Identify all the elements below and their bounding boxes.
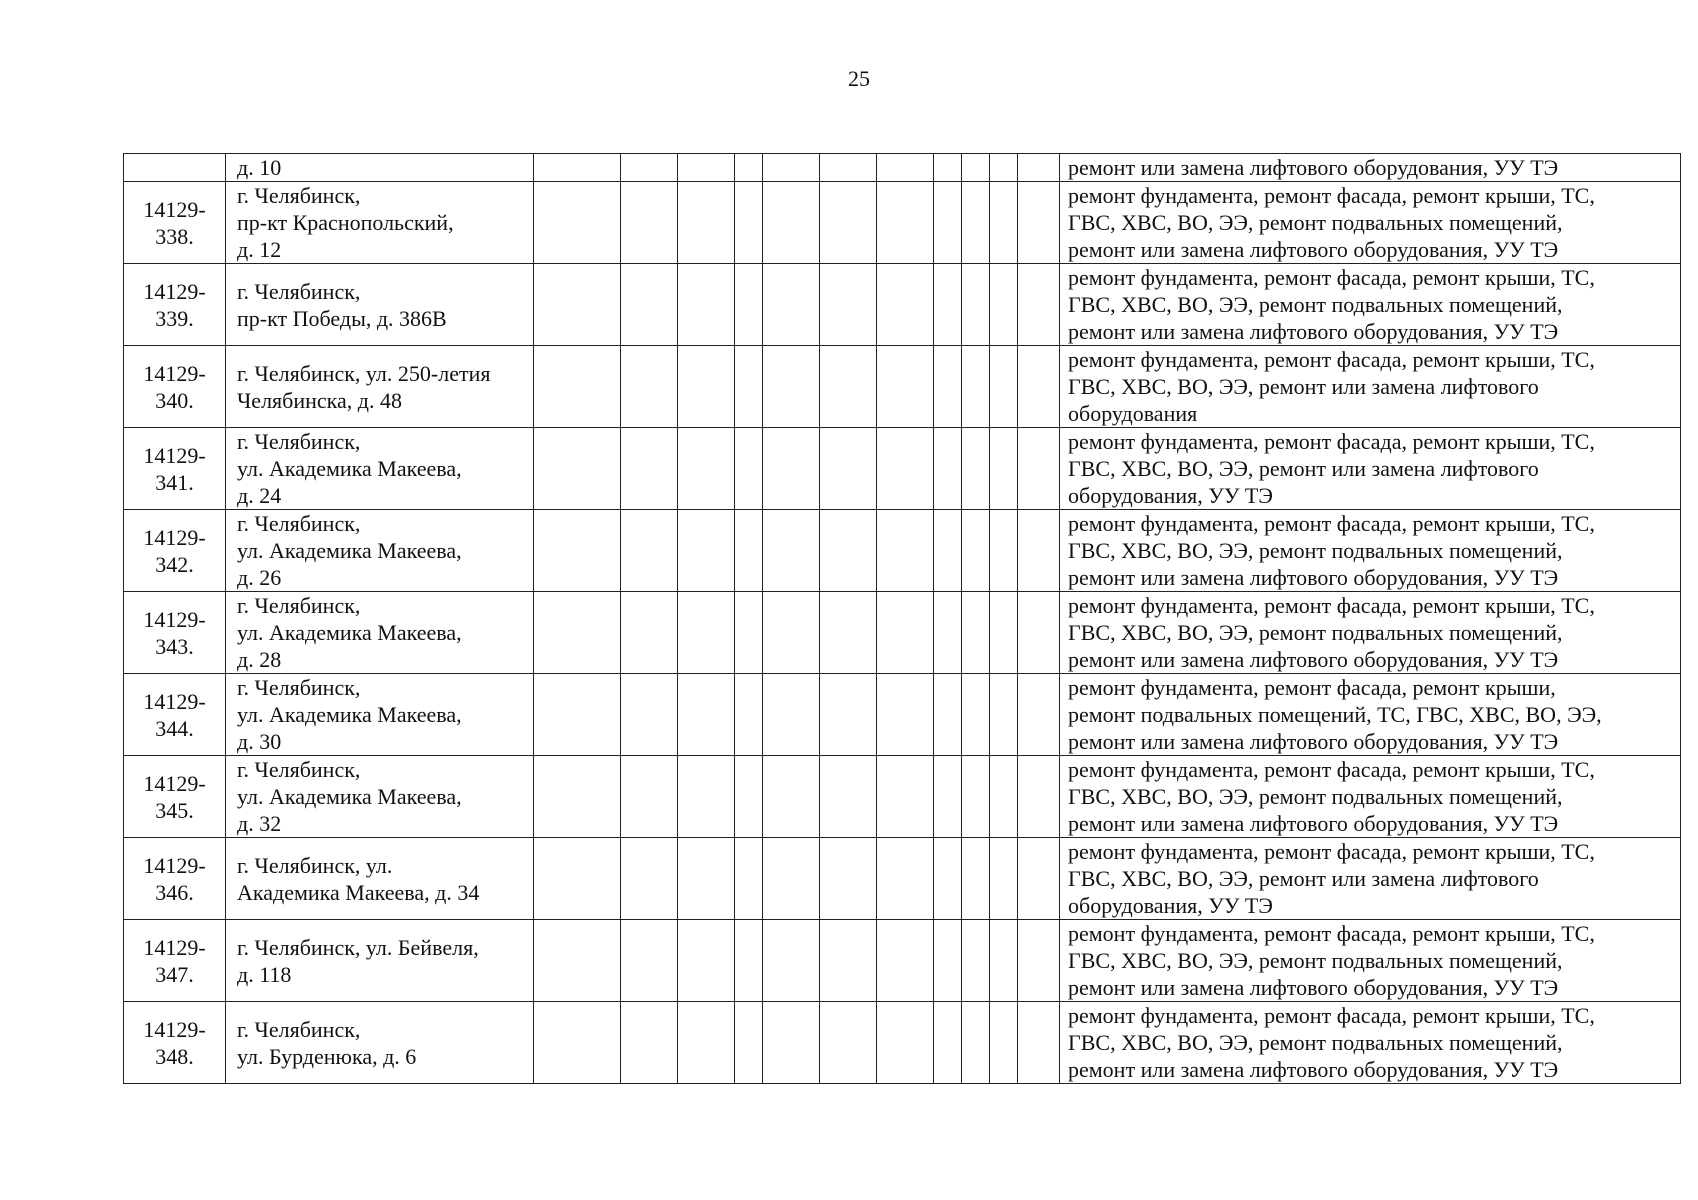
row-number-line: 14129- xyxy=(143,524,206,550)
address-line: г. Челябинск, xyxy=(237,429,361,454)
empty-cell xyxy=(763,346,820,428)
address-line: ул. Академика Макеева, xyxy=(237,620,462,645)
address-cell xyxy=(226,1002,534,1084)
empty-cell xyxy=(763,264,820,346)
empty-cell xyxy=(962,1002,990,1084)
row-number-cell xyxy=(124,154,226,182)
empty-cell xyxy=(678,182,735,264)
row-number-line: 14129- xyxy=(143,196,206,222)
empty-cell xyxy=(990,346,1018,428)
row-number-line: 345. xyxy=(155,797,194,823)
works-line: ремонт фундамента, ремонт фасада, ремонт крыши, ТС, xyxy=(1068,429,1595,454)
empty-cell xyxy=(763,510,820,592)
row-number-line: 344. xyxy=(155,715,194,741)
empty-cell xyxy=(990,510,1018,592)
row-number-cell xyxy=(124,674,226,756)
address-line: д. 26 xyxy=(237,565,282,590)
empty-cell xyxy=(735,428,763,510)
address-line: пр-кт Краснопольский, xyxy=(237,210,454,235)
empty-cell xyxy=(1018,756,1060,838)
empty-cell xyxy=(735,346,763,428)
works-line: ГВС, ХВС, ВО, ЭЭ, ремонт подвальных помещений, xyxy=(1068,210,1563,235)
works-line: ремонт подвальных помещений, ТС, ГВС, ХВС, ВО, ЭЭ, xyxy=(1068,702,1602,727)
page-number: 25 xyxy=(848,66,870,91)
address-cell xyxy=(226,182,534,264)
empty-cell xyxy=(534,838,621,920)
row-number-cell xyxy=(124,920,226,1002)
works-line: ремонт или замена лифтового оборудования, УУ ТЭ xyxy=(1068,565,1559,590)
row-number-line: 14129- xyxy=(143,442,206,468)
empty-cell xyxy=(534,756,621,838)
works-line: ремонт или замена лифтового оборудования, УУ ТЭ xyxy=(1068,1057,1559,1082)
works-line: ГВС, ХВС, ВО, ЭЭ, ремонт или замена лифтового xyxy=(1068,374,1539,399)
empty-cell xyxy=(877,674,934,756)
empty-cell xyxy=(534,674,621,756)
empty-cell xyxy=(763,592,820,674)
empty-cell xyxy=(621,920,678,1002)
address-cell xyxy=(226,756,534,838)
empty-cell xyxy=(534,1002,621,1084)
empty-cell xyxy=(962,510,990,592)
empty-cell xyxy=(934,510,962,592)
address-line: д. 10 xyxy=(237,155,282,180)
table-body xyxy=(124,154,1681,1084)
empty-cell xyxy=(1018,510,1060,592)
works-cell xyxy=(1060,592,1681,674)
table-row xyxy=(124,1002,1681,1084)
address-cell xyxy=(226,920,534,1002)
row-number-cell xyxy=(124,182,226,264)
works-line: ГВС, ХВС, ВО, ЭЭ, ремонт подвальных помещений, xyxy=(1068,620,1563,645)
empty-cell xyxy=(763,428,820,510)
address-cell xyxy=(226,154,534,182)
empty-cell xyxy=(990,592,1018,674)
empty-cell xyxy=(877,346,934,428)
row-number-cell xyxy=(124,592,226,674)
empty-cell xyxy=(735,510,763,592)
empty-cell xyxy=(678,510,735,592)
row-number-line: 348. xyxy=(155,1043,194,1069)
address-line: д. 30 xyxy=(237,729,282,754)
empty-cell xyxy=(735,674,763,756)
address-line: д. 12 xyxy=(237,237,282,262)
address-line: г. Челябинск, ул. xyxy=(237,852,393,878)
table-row xyxy=(124,154,1681,182)
empty-cell xyxy=(934,920,962,1002)
empty-cell xyxy=(621,1002,678,1084)
row-number-line: 342. xyxy=(155,551,194,577)
empty-cell xyxy=(990,428,1018,510)
row-number-line: 346. xyxy=(155,879,194,905)
table-row xyxy=(124,182,1681,264)
address-line: пр-кт Победы, д. 386В xyxy=(237,305,447,331)
empty-cell xyxy=(962,838,990,920)
empty-cell xyxy=(678,1002,735,1084)
row-number-line: 340. xyxy=(155,387,194,413)
empty-cell xyxy=(820,154,877,182)
works-line: оборудования, УУ ТЭ xyxy=(1068,483,1273,508)
empty-cell xyxy=(621,264,678,346)
empty-cell xyxy=(735,756,763,838)
works-line: ГВС, ХВС, ВО, ЭЭ, ремонт подвальных помещений, xyxy=(1068,292,1563,317)
table-row xyxy=(124,346,1681,428)
empty-cell xyxy=(1018,1002,1060,1084)
table-row xyxy=(124,674,1681,756)
empty-cell xyxy=(735,264,763,346)
address-line: г. Челябинск, xyxy=(237,675,361,700)
address-cell xyxy=(226,674,534,756)
empty-cell xyxy=(763,920,820,1002)
empty-cell xyxy=(678,674,735,756)
works-cell xyxy=(1060,154,1681,182)
row-number-line: 14129- xyxy=(143,852,206,878)
address-line: ул. Академика Макеева, xyxy=(237,784,462,809)
empty-cell xyxy=(820,592,877,674)
empty-cell xyxy=(934,1002,962,1084)
empty-cell xyxy=(678,264,735,346)
empty-cell xyxy=(763,154,820,182)
empty-cell xyxy=(877,510,934,592)
empty-cell xyxy=(877,428,934,510)
empty-cell xyxy=(1018,182,1060,264)
works-line: ремонт фундамента, ремонт фасада, ремонт крыши, ТС, xyxy=(1068,511,1595,536)
empty-cell xyxy=(621,182,678,264)
table-row xyxy=(124,510,1681,592)
address-cell xyxy=(226,510,534,592)
row-number-cell xyxy=(124,346,226,428)
empty-cell xyxy=(962,182,990,264)
empty-cell xyxy=(990,756,1018,838)
empty-cell xyxy=(962,428,990,510)
address-cell xyxy=(226,838,534,920)
address-line: ул. Бурденюка, д. 6 xyxy=(237,1043,417,1069)
address-line: г. Челябинск, xyxy=(237,183,361,208)
empty-cell xyxy=(763,674,820,756)
empty-cell xyxy=(735,182,763,264)
empty-cell xyxy=(735,1002,763,1084)
empty-cell xyxy=(534,592,621,674)
empty-cell xyxy=(1018,592,1060,674)
row-number-cell xyxy=(124,756,226,838)
empty-cell xyxy=(990,154,1018,182)
table-row xyxy=(124,428,1681,510)
empty-cell xyxy=(621,154,678,182)
row-number-cell xyxy=(124,838,226,920)
empty-cell xyxy=(877,592,934,674)
address-line: ул. Академика Макеева, xyxy=(237,702,462,727)
empty-cell xyxy=(934,182,962,264)
address-line: г. Челябинск, xyxy=(237,757,361,782)
address-line: Академика Макеева, д. 34 xyxy=(237,879,480,905)
empty-cell xyxy=(877,920,934,1002)
works-line: ГВС, ХВС, ВО, ЭЭ, ремонт подвальных помещений, xyxy=(1068,784,1563,809)
empty-cell xyxy=(934,674,962,756)
empty-cell xyxy=(877,182,934,264)
empty-cell xyxy=(678,756,735,838)
empty-cell xyxy=(962,920,990,1002)
empty-cell xyxy=(735,920,763,1002)
empty-cell xyxy=(820,264,877,346)
empty-cell xyxy=(877,838,934,920)
row-number-line: 14129- xyxy=(143,688,206,714)
empty-cell xyxy=(1018,264,1060,346)
works-line: ГВС, ХВС, ВО, ЭЭ, ремонт подвальных помещений, xyxy=(1068,1030,1563,1055)
empty-cell xyxy=(678,154,735,182)
empty-cell xyxy=(962,264,990,346)
works-line: ремонт фундамента, ремонт фасада, ремонт крыши, ТС, xyxy=(1068,757,1595,782)
empty-cell xyxy=(678,838,735,920)
works-line: ГВС, ХВС, ВО, ЭЭ, ремонт или замена лифтового xyxy=(1068,866,1539,891)
empty-cell xyxy=(678,592,735,674)
empty-cell xyxy=(621,592,678,674)
empty-cell xyxy=(763,182,820,264)
empty-cell xyxy=(990,674,1018,756)
address-line: д. 118 xyxy=(237,961,292,987)
empty-cell xyxy=(820,428,877,510)
empty-cell xyxy=(763,838,820,920)
row-number-line: 14129- xyxy=(143,606,206,632)
works-line: ремонт или замена лифтового оборудования, УУ ТЭ xyxy=(1068,729,1559,754)
works-line: ремонт или замена лифтового оборудования, УУ ТЭ xyxy=(1068,319,1559,344)
row-number-line: 339. xyxy=(155,305,194,331)
empty-cell xyxy=(1018,346,1060,428)
empty-cell xyxy=(962,154,990,182)
empty-cell xyxy=(990,1002,1018,1084)
empty-cell xyxy=(735,838,763,920)
empty-cell xyxy=(534,346,621,428)
empty-cell xyxy=(877,756,934,838)
address-line: ул. Академика Макеева, xyxy=(237,456,462,481)
works-cell xyxy=(1060,674,1681,756)
empty-cell xyxy=(534,264,621,346)
empty-cell xyxy=(534,182,621,264)
table-row xyxy=(124,838,1681,920)
empty-cell xyxy=(962,592,990,674)
works-line: ремонт фундамента, ремонт фасада, ремонт крыши, ТС, xyxy=(1068,921,1595,946)
empty-cell xyxy=(934,346,962,428)
row-number-line: 343. xyxy=(155,633,194,659)
empty-cell xyxy=(1018,838,1060,920)
address-line: г. Челябинск, xyxy=(237,1016,361,1042)
address-line: Челябинска, д. 48 xyxy=(237,387,402,413)
works-line: ремонт фундамента, ремонт фасада, ремонт крыши, xyxy=(1068,675,1556,700)
works-line: ГВС, ХВС, ВО, ЭЭ, ремонт подвальных помещений, xyxy=(1068,538,1563,563)
works-line: ремонт фундамента, ремонт фасада, ремонт крыши, ТС, xyxy=(1068,593,1595,618)
empty-cell xyxy=(1018,920,1060,1002)
works-line: ремонт или замена лифтового оборудования, УУ ТЭ xyxy=(1068,237,1559,262)
empty-cell xyxy=(962,756,990,838)
empty-cell xyxy=(934,428,962,510)
empty-cell xyxy=(934,838,962,920)
row-number-cell xyxy=(124,428,226,510)
row-number-cell xyxy=(124,510,226,592)
empty-cell xyxy=(877,264,934,346)
empty-cell xyxy=(820,756,877,838)
works-table xyxy=(123,153,1681,1084)
address-cell xyxy=(226,264,534,346)
address-line: д. 32 xyxy=(237,811,282,836)
empty-cell xyxy=(621,510,678,592)
empty-cell xyxy=(621,674,678,756)
row-number-cell xyxy=(124,1002,226,1084)
empty-cell xyxy=(820,346,877,428)
empty-cell xyxy=(990,920,1018,1002)
address-line: г. Челябинск, xyxy=(237,511,361,536)
empty-cell xyxy=(763,1002,820,1084)
row-number-line: 14129- xyxy=(143,360,206,386)
empty-cell xyxy=(934,154,962,182)
empty-cell xyxy=(820,182,877,264)
empty-cell xyxy=(820,838,877,920)
empty-cell xyxy=(820,510,877,592)
works-cell xyxy=(1060,510,1681,592)
empty-cell xyxy=(990,264,1018,346)
works-line: ГВС, ХВС, ВО, ЭЭ, ремонт или замена лифтового xyxy=(1068,456,1539,481)
empty-cell xyxy=(820,674,877,756)
works-line: ремонт фундамента, ремонт фасада, ремонт крыши, ТС, xyxy=(1068,265,1595,290)
address-line: г. Челябинск, ул. Бейвеля, xyxy=(237,934,479,960)
empty-cell xyxy=(990,182,1018,264)
address-cell xyxy=(226,428,534,510)
row-number-cell xyxy=(124,264,226,346)
row-number-line: 14129- xyxy=(143,934,206,960)
empty-cell xyxy=(877,154,934,182)
works-line: ремонт фундамента, ремонт фасада, ремонт крыши, ТС, xyxy=(1068,1003,1595,1028)
works-cell xyxy=(1060,182,1681,264)
works-line: ремонт или замена лифтового оборудования, УУ ТЭ xyxy=(1068,155,1559,180)
empty-cell xyxy=(877,1002,934,1084)
works-cell xyxy=(1060,428,1681,510)
works-cell xyxy=(1060,346,1681,428)
empty-cell xyxy=(934,756,962,838)
empty-cell xyxy=(1018,674,1060,756)
works-cell xyxy=(1060,1002,1681,1084)
works-line: ремонт фундамента, ремонт фасада, ремонт крыши, ТС, xyxy=(1068,183,1595,208)
works-cell xyxy=(1060,264,1681,346)
empty-cell xyxy=(678,920,735,1002)
empty-cell xyxy=(534,154,621,182)
works-line: ремонт фундамента, ремонт фасада, ремонт крыши, ТС, xyxy=(1068,839,1595,864)
empty-cell xyxy=(678,428,735,510)
row-number-line: 14129- xyxy=(143,770,206,796)
address-line: г. Челябинск, xyxy=(237,593,361,618)
empty-cell xyxy=(621,346,678,428)
table-row xyxy=(124,756,1681,838)
empty-cell xyxy=(621,838,678,920)
works-cell xyxy=(1060,756,1681,838)
row-number-line: 347. xyxy=(155,961,194,987)
row-number-line: 14129- xyxy=(143,1016,206,1042)
table-row xyxy=(124,264,1681,346)
table-row xyxy=(124,592,1681,674)
row-number-line: 14129- xyxy=(143,278,206,304)
empty-cell xyxy=(1018,154,1060,182)
row-number-line: 341. xyxy=(155,469,194,495)
works-line: ГВС, ХВС, ВО, ЭЭ, ремонт подвальных помещений, xyxy=(1068,948,1563,973)
empty-cell xyxy=(962,346,990,428)
empty-cell xyxy=(1018,428,1060,510)
empty-cell xyxy=(534,428,621,510)
empty-cell xyxy=(820,920,877,1002)
empty-cell xyxy=(820,1002,877,1084)
empty-cell xyxy=(934,264,962,346)
address-line: г. Челябинск, ул. 250-летия xyxy=(237,360,491,386)
empty-cell xyxy=(763,756,820,838)
works-cell xyxy=(1060,920,1681,1002)
empty-cell xyxy=(962,674,990,756)
table-row xyxy=(124,920,1681,1002)
empty-cell xyxy=(990,838,1018,920)
works-line: ремонт фундамента, ремонт фасада, ремонт крыши, ТС, xyxy=(1068,347,1595,372)
works-line: оборудования, УУ ТЭ xyxy=(1068,893,1273,918)
address-cell xyxy=(226,346,534,428)
row-number-line: 338. xyxy=(155,223,194,249)
address-line: д. 24 xyxy=(237,483,282,508)
empty-cell xyxy=(934,592,962,674)
address-line: г. Челябинск, xyxy=(237,278,361,304)
works-line: ремонт или замена лифтового оборудования, УУ ТЭ xyxy=(1068,975,1559,1000)
works-cell xyxy=(1060,838,1681,920)
empty-cell xyxy=(621,756,678,838)
works-line: ремонт или замена лифтового оборудования, УУ ТЭ xyxy=(1068,647,1559,672)
empty-cell xyxy=(534,920,621,1002)
empty-cell xyxy=(735,592,763,674)
address-line: д. 28 xyxy=(237,647,282,672)
works-line: оборудования xyxy=(1068,401,1198,426)
empty-cell xyxy=(621,428,678,510)
empty-cell xyxy=(534,510,621,592)
address-line: ул. Академика Макеева, xyxy=(237,538,462,563)
address-cell xyxy=(226,592,534,674)
empty-cell xyxy=(735,154,763,182)
empty-cell xyxy=(678,346,735,428)
works-line: ремонт или замена лифтового оборудования, УУ ТЭ xyxy=(1068,811,1559,836)
